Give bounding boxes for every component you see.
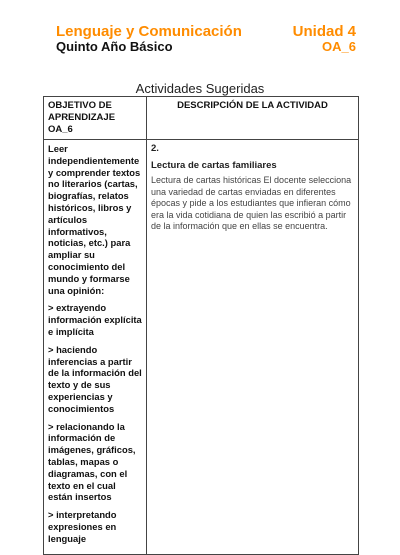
- table-row: [44, 140, 359, 555]
- objective-bullet: > haciendo inferencias a partir de la información del texto y de sus experiencias y conocimientos: [48, 343, 142, 414]
- activity-number: 2.: [151, 143, 159, 154]
- activity-description: Lectura de cartas históricas El docente selecciona una variedad de cartas enviadas en diferentes épocas y pide a los estudiantes que infieran cómo era la vida cotidiana de quien las escribió a partir de la información que en ellas se encuentra.: [151, 175, 352, 231]
- objective-bullet: > relacionando la información de imágenes, gráficos, tablas, mapas o diagramas, con el texto en el cual están insertos: [48, 420, 136, 503]
- description-cell: [147, 140, 359, 555]
- subject-title: Lenguaje y Comunicación: [56, 23, 242, 40]
- description-header: DESCRIPCIÓN DE LA ACTIVIDAD: [147, 97, 359, 140]
- objective-bullet: > interpretando expresiones en lenguaje: [48, 509, 117, 544]
- objective-label: OA_6: [322, 39, 356, 54]
- objective-cell: [44, 140, 147, 555]
- unit-label: Unidad 4: [292, 23, 356, 40]
- objective-header: OBJETIVO DE APRENDIZAJE OA_6: [44, 97, 147, 140]
- table-header-row: [44, 97, 359, 140]
- page-header: [0, 0, 400, 62]
- section-title: Actividades Sugeridas: [135, 81, 265, 96]
- objective-paragraph: Leer independientemente y comprender textos no literarios (cartas, biografías, relatos históricos, libros y artículos informativos, noticias, etc.) para ampliar su conocimiento del mundo y formarse una opinión:: [48, 143, 141, 296]
- activities-table: [43, 96, 359, 555]
- grade-title: Quinto Año Básico: [56, 39, 173, 54]
- objective-bullet: > extrayendo información explícita e implícita: [48, 302, 142, 337]
- activity-title: Lectura de cartas familiares: [151, 160, 277, 171]
